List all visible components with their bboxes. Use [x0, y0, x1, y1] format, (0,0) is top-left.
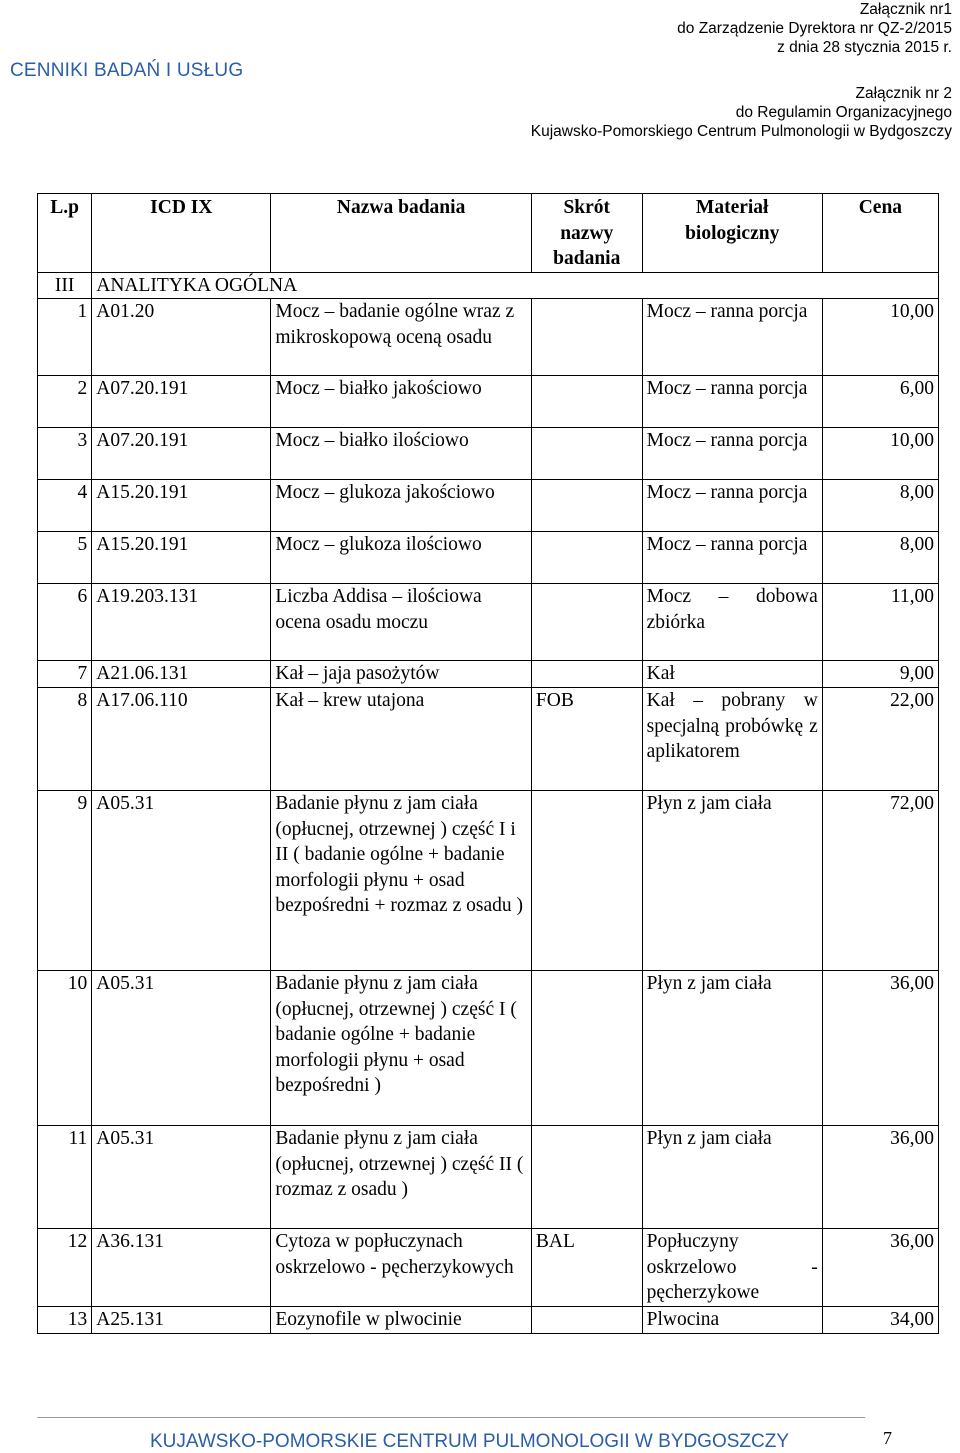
table-row: [38, 428, 939, 480]
row-abbreviation: [531, 532, 642, 584]
table-row: [38, 1229, 939, 1307]
row-price: 10,00: [822, 428, 938, 480]
row-lp: 5: [38, 532, 92, 584]
row-abbreviation: [531, 299, 642, 376]
row-material: Mocz – ranna porcja: [642, 428, 822, 480]
row-abbreviation: [531, 428, 642, 480]
row-lp: 7: [38, 661, 92, 688]
attachment-line: Kujawsko-Pomorskiego Centrum Pulmonologii w Bydgoszczy: [530, 123, 952, 140]
row-abbreviation: BAL: [531, 1229, 642, 1307]
table-row: [38, 971, 939, 1126]
row-icd-code: A07.20.191: [92, 428, 271, 480]
row-icd-code: A07.20.191: [92, 376, 271, 428]
table-row: [38, 299, 939, 376]
row-abbreviation: [531, 971, 642, 1126]
row-lp: 6: [38, 584, 92, 661]
row-lp: 12: [38, 1229, 92, 1307]
row-icd-code: A05.31: [92, 791, 271, 971]
row-price: 11,00: [822, 584, 938, 661]
row-icd-code: A21.06.131: [92, 661, 271, 688]
row-material: Popłuczyny oskrzelowo - pęcherzykowe: [642, 1229, 822, 1307]
row-icd-code: A19.203.131: [92, 584, 271, 661]
row-icd-code: A25.131: [92, 1307, 271, 1334]
page-header-title: CENNIKI BADAŃ I USŁUG: [10, 60, 244, 81]
attachment-line: do Zarządzenie Dyrektora nr QZ-2/2015: [677, 20, 952, 37]
price-list-table: [37, 193, 939, 1334]
row-abbreviation: FOB: [531, 688, 642, 791]
header-icd: ICD IX: [92, 194, 271, 273]
row-test-name: Badanie płynu z jam ciała (opłucnej, otrzewnej ) część I i II ( badanie ogólne + badanie morfologii płynu + osad bezpośredni + rozmaz z osadu ): [271, 791, 532, 971]
row-material: Płyn z jam ciała: [642, 791, 822, 971]
row-icd-code: A05.31: [92, 971, 271, 1126]
row-lp: 4: [38, 480, 92, 532]
row-price: 36,00: [822, 971, 938, 1126]
row-icd-code: A15.20.191: [92, 480, 271, 532]
row-abbreviation: [531, 376, 642, 428]
row-lp: 3: [38, 428, 92, 480]
row-price: 6,00: [822, 376, 938, 428]
row-price: 72,00: [822, 791, 938, 971]
row-abbreviation: [531, 480, 642, 532]
row-material: Płyn z jam ciała: [642, 1126, 822, 1229]
table-row: [38, 480, 939, 532]
table-header-row: [38, 194, 939, 273]
header-price: Cena: [822, 194, 938, 273]
row-material: Mocz – ranna porcja: [642, 480, 822, 532]
row-lp: 9: [38, 791, 92, 971]
row-test-name: Mocz – białko ilościowo: [271, 428, 532, 480]
row-icd-code: A15.20.191: [92, 532, 271, 584]
row-abbreviation: [531, 1307, 642, 1334]
row-price: 8,00: [822, 532, 938, 584]
row-material: Mocz – dobowa zbiórka: [642, 584, 822, 661]
row-icd-code: A36.131: [92, 1229, 271, 1307]
row-test-name: Cytoza w popłuczynach oskrzelowo - pęcherzykowych: [271, 1229, 532, 1307]
footer-divider: [37, 1417, 865, 1418]
row-test-name: Kał – jaja pasożytów: [271, 661, 532, 688]
row-test-name: Mocz – glukoza ilościowo: [271, 532, 532, 584]
row-material: Kał: [642, 661, 822, 688]
footer-text: KUJAWSKO-POMORSKIE CENTRUM PULMONOLOGII W BYDGOSZCZY: [150, 1431, 790, 1452]
row-abbreviation: [531, 1126, 642, 1229]
page-number: 7: [883, 1428, 892, 1448]
row-lp: 1: [38, 299, 92, 376]
row-material: Płyn z jam ciała: [642, 971, 822, 1126]
header-lp: L.p: [38, 194, 92, 273]
row-test-name: Liczba Addisa – ilościowa ocena osadu moczu: [271, 584, 532, 661]
table-row: [38, 376, 939, 428]
row-abbreviation: [531, 791, 642, 971]
row-lp: 8: [38, 688, 92, 791]
row-abbreviation: [531, 661, 642, 688]
row-lp: 13: [38, 1307, 92, 1334]
header-abbr: Skrót nazwy badania: [531, 194, 642, 273]
row-test-name: Badanie płynu z jam ciała (opłucnej, otrzewnej ) część I ( badanie ogólne + badanie morfologii płynu + osad bezpośredni ): [271, 971, 532, 1126]
attachment-line: Załącznik nr1: [859, 1, 952, 18]
row-price: 10,00: [822, 299, 938, 376]
table-row: [38, 532, 939, 584]
table-row: [38, 1307, 939, 1334]
row-icd-code: A05.31: [92, 1126, 271, 1229]
row-material: Mocz – ranna porcja: [642, 376, 822, 428]
row-test-name: Mocz – badanie ogólne wraz z mikroskopową oceną osadu: [271, 299, 532, 376]
attachment-line: z dnia 28 stycznia 2015 r.: [777, 39, 952, 56]
row-lp: 10: [38, 971, 92, 1126]
row-test-name: Mocz – glukoza jakościowo: [271, 480, 532, 532]
row-price: 8,00: [822, 480, 938, 532]
attachment-note: [432, 0, 952, 141]
row-test-name: Kał – krew utajona: [271, 688, 532, 791]
row-material: Kał – pobrany w specjalną probówkę z aplikatorem: [642, 688, 822, 791]
row-test-name: Eozynofile w plwocinie: [271, 1307, 532, 1334]
row-icd-code: A01.20: [92, 299, 271, 376]
row-price: 22,00: [822, 688, 938, 791]
table-row: [38, 791, 939, 971]
row-price: 9,00: [822, 661, 938, 688]
attachment-line: do Regulamin Organizacyjnego: [735, 104, 952, 121]
row-test-name: Badanie płynu z jam ciała (opłucnej, otrzewnej ) część II ( rozmaz z osadu ): [271, 1126, 532, 1229]
row-lp: 11: [38, 1126, 92, 1229]
row-lp: 2: [38, 376, 92, 428]
row-material: Mocz – ranna porcja: [642, 532, 822, 584]
row-price: 36,00: [822, 1229, 938, 1307]
table-row: [38, 1126, 939, 1229]
row-icd-code: A17.06.110: [92, 688, 271, 791]
row-price: 34,00: [822, 1307, 938, 1334]
section-title: ANALITYKA OGÓLNA: [92, 272, 939, 299]
row-abbreviation: [531, 584, 642, 661]
attachment-line: Załącznik nr 2: [855, 85, 952, 102]
table-row: [38, 688, 939, 791]
row-test-name: Mocz – białko jakościowo: [271, 376, 532, 428]
row-price: 36,00: [822, 1126, 938, 1229]
section-row: [38, 272, 939, 299]
table-row: [38, 584, 939, 661]
header-name: Nazwa badania: [271, 194, 532, 273]
section-number: III: [38, 272, 92, 299]
row-material: Plwocina: [642, 1307, 822, 1334]
header-material: Materiał biologiczny: [642, 194, 822, 273]
row-material: Mocz – ranna porcja: [642, 299, 822, 376]
table-row: [38, 661, 939, 688]
